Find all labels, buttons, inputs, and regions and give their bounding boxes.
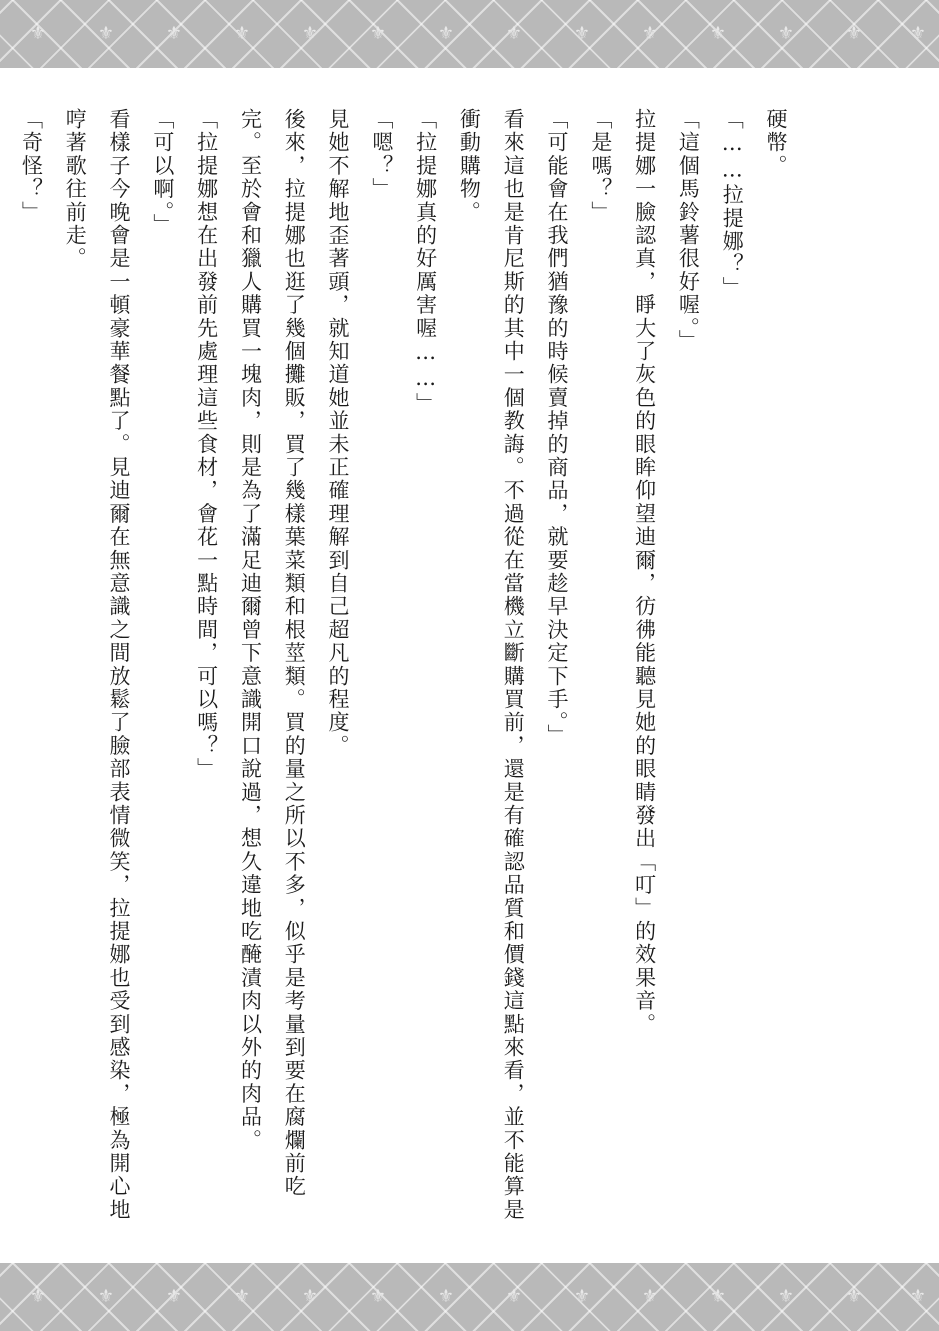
paragraph: 拉提娜一臉認真，睜大了灰色的眼眸仰望迪爾，彷彿能聽見她的眼睛發出「叮」的效果音。 bbox=[632, 108, 657, 1036]
fleur-icon: ⚜ bbox=[233, 1286, 251, 1307]
fleur-icon: ⚜ bbox=[369, 23, 387, 44]
fleur-icon: ⚜ bbox=[845, 23, 863, 44]
paragraph: 「嗯？」 bbox=[369, 108, 394, 201]
paragraph: 見她不解地歪著頭，就知道她並未正確理解到自己超凡的程度。 bbox=[326, 108, 351, 758]
fleur-icon: ⚜ bbox=[777, 23, 795, 44]
paragraph: 看樣子今晚會是一頓豪華餐點了。見迪爾在無意識之間放鬆了臉部表情微笑，拉提娜也受到感染，極為開心地哼著歌往前走。 bbox=[63, 108, 132, 1222]
fleur-icon: ⚜ bbox=[301, 1286, 319, 1307]
paragraph: 「這個馬鈴薯很好喔。」 bbox=[676, 108, 701, 353]
paragraph: 「可能會在我們猶豫的時候賣掉的商品，就要趁早決定下手。」 bbox=[545, 108, 570, 748]
fleur-icon: ⚜ bbox=[29, 1286, 47, 1307]
paragraph: 「拉提娜想在出發前先處理這些食材，會花一點時間，可以嗎？」 bbox=[194, 108, 219, 781]
fleur-icon: ⚜ bbox=[909, 1286, 927, 1307]
paragraph: 「拉提娜真的好厲害喔……」 bbox=[413, 108, 438, 416]
fleur-icon: ⚜ bbox=[233, 23, 251, 44]
paragraph: 「……拉提娜？」 bbox=[720, 108, 745, 300]
vertical-text-body bbox=[19, 108, 797, 1223]
fleur-icon: ⚜ bbox=[165, 1286, 183, 1307]
fleur-icon: ⚜ bbox=[505, 23, 523, 44]
fleur-icon: ⚜ bbox=[573, 1286, 591, 1307]
paragraph: 「可以啊。」 bbox=[150, 108, 175, 237]
fleur-icon: ⚜ bbox=[97, 23, 115, 44]
paragraph: 硬幣。 bbox=[764, 108, 788, 178]
paragraph: 後來，拉提娜也逛了幾個攤販，買了幾樣葉菜類和根莖類。買的量之所以不多，似乎是考量到要在腐爛前吃完。至於會和獵人購買一塊肉，則是為了滿足迪爾曾下意識開口說過，想久違地吃醃漬肉以外的肉品。 bbox=[238, 108, 307, 1199]
fleur-icon: ⚜ bbox=[909, 23, 927, 44]
fleur-icon: ⚜ bbox=[573, 23, 591, 44]
fleur-icon: ⚜ bbox=[641, 1286, 659, 1307]
fleur-icon: ⚜ bbox=[165, 23, 183, 44]
top-decorative-band bbox=[0, 0, 939, 68]
bottom-decorative-band bbox=[0, 1263, 939, 1331]
fleur-icon: ⚜ bbox=[777, 1286, 795, 1307]
paragraph: 「是嗎？」 bbox=[588, 108, 613, 224]
fleur-icon: ⚜ bbox=[845, 1286, 863, 1307]
fleur-icon: ⚜ bbox=[29, 23, 47, 44]
paragraph: 「奇怪？」 bbox=[19, 108, 44, 224]
fleur-icon: ⚜ bbox=[641, 23, 659, 44]
fleur-icon: ⚜ bbox=[709, 1286, 727, 1307]
fleur-icon: ⚜ bbox=[709, 23, 727, 44]
fleur-icon: ⚜ bbox=[437, 1286, 455, 1307]
fleur-icon: ⚜ bbox=[301, 23, 319, 44]
fleur-icon: ⚜ bbox=[505, 1286, 523, 1307]
fleur-icon: ⚜ bbox=[97, 1286, 115, 1307]
fleur-icon: ⚜ bbox=[437, 23, 455, 44]
fleur-icon: ⚜ bbox=[369, 1286, 387, 1307]
paragraph: 看來這也是肯尼斯的其中一個教誨。不過從在當機立斷購買前，還是有確認品質和價錢這點來看，並不能算是衝動購物。 bbox=[457, 108, 526, 1222]
